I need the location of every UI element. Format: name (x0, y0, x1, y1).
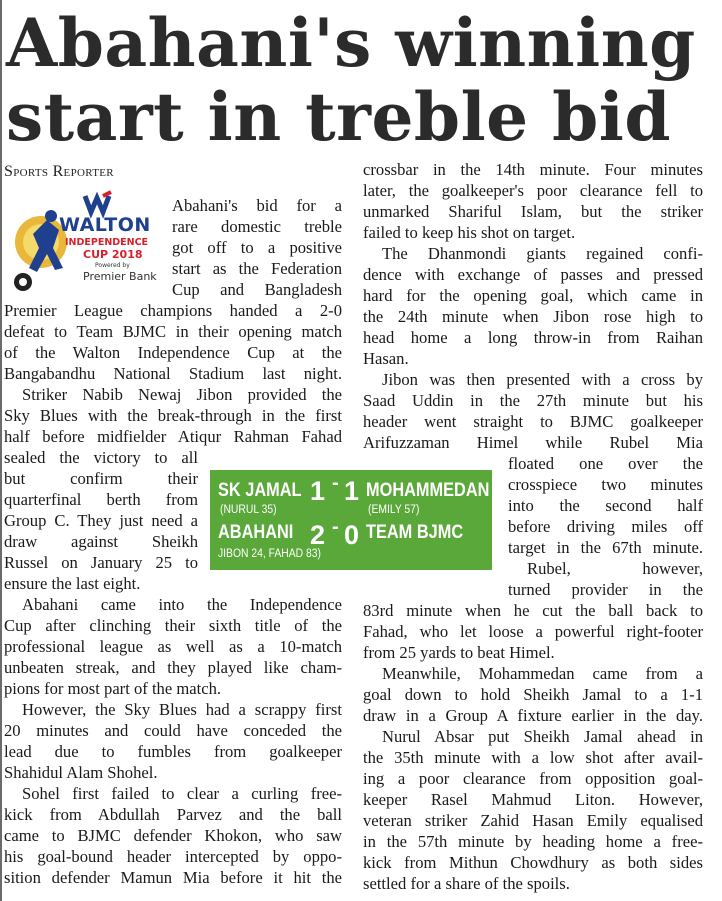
text-line: hard for the opening goal, which came in (363, 286, 703, 305)
text-line: unmarked Shariful Islam, but the striker (363, 202, 703, 221)
text-line: start as the Federation (172, 259, 342, 278)
text-line: ing a poor clearance from opposition goal- (363, 769, 703, 788)
text-line: draw against Sheikh (4, 532, 198, 551)
text-line: his goal-bound header intercepted by oppo- (4, 847, 342, 866)
text-line: Abahani's bid for a (172, 196, 342, 215)
team-mohammedan: MOHAMMEDAN (366, 480, 490, 501)
tournament-logo (7, 190, 162, 295)
logo-line-1: INDEPENDENCE (65, 237, 149, 248)
text-line: Fahad, who let loose a powerful right-footer (363, 622, 703, 641)
score-dash-2: - (332, 516, 339, 538)
text-line: sealed the victory to all (4, 448, 198, 467)
text-line: crossbar in the 14th minute. Four minutes (363, 160, 703, 179)
text-line: turned provider in the (508, 580, 703, 599)
scorer-sk-jamal: (NURUL 35) (220, 504, 277, 516)
text-line: floated one over the (508, 454, 703, 473)
text-line: Jibon was then presented with a cross by (382, 370, 703, 389)
text-line: sition defender Mamun Mia before it hit the (4, 868, 342, 887)
text-line: the 35th minute with a low shot after avail- (363, 748, 703, 767)
text-line: rare domestic treble (172, 217, 342, 236)
text-line: Sohel first failed to clear a curling free- (22, 784, 342, 803)
text-line: Striker Nabib Newaj Jibon provided the (22, 385, 342, 404)
score-away-2: 0 (344, 520, 360, 550)
text-line: goal down to hold Sheikh Jamal to a 1-1 (363, 685, 703, 704)
left-border (0, 0, 2, 901)
text-line: target in the 67th minute. (508, 538, 703, 557)
text-line: Cup after clinching their sixth title of the (4, 616, 342, 635)
text-line: The Dhanmondi giants regained confi- (382, 244, 703, 263)
text-line: Arifuzzaman Himel while Rubel Mia (363, 433, 703, 452)
text-line: kick from Mithun Chowdhury as both sides (363, 853, 703, 872)
scorer-mohammedan: (EMILY 57) (368, 504, 420, 516)
text-line: Meanwhile, Mohammedan came from a (382, 664, 703, 683)
logo-sponsor: Premier Bank (83, 270, 157, 283)
team-bjmc: TEAM BJMC (366, 522, 464, 543)
score-home-1: 1 (310, 476, 326, 506)
text-line: defeat to Team BJMC in their opening match (4, 322, 342, 341)
text-line: unbeaten streak, and they played like cham- (4, 658, 342, 677)
text-line: Shahidul Alam Shohel. (4, 763, 158, 782)
text-line: got off to a positive (172, 238, 342, 257)
team-sk-jamal: SK JAMAL (218, 480, 302, 501)
text-line: before driving miles off (508, 517, 703, 536)
text-line: draw in a Group A fixture earlier in the day. (363, 706, 703, 725)
text-line: professional league as well as a 10-match (4, 637, 342, 656)
text-line: but confirm their (4, 469, 198, 488)
text-line: Premier League champions handed a 2-0 (4, 301, 342, 320)
logo-brand: WALTON (59, 214, 151, 236)
scorer-abahani: JIBON 24, FAHAD 83) (218, 548, 321, 560)
text-line: Nurul Absar put Sheikh Jamal ahead in (382, 727, 703, 746)
text-line: quarterfinal berth from (4, 490, 198, 509)
text-line: Group C. They just need a (4, 511, 198, 530)
text-line: pions for most part of the match. (4, 679, 222, 698)
text-line: head home a long throw-in from Raihan (363, 328, 703, 347)
text-line: crosspiece two minutes (508, 475, 703, 494)
text-line: came to BJMC defender Khokon, who saw (4, 826, 342, 845)
text-line: ensure the last eight. (4, 574, 141, 593)
text-line: settled for a share of the spoils. (363, 874, 570, 893)
score-home-2: 2 (310, 520, 326, 550)
text-line: veteran striker Zahid Hasan Emily equalised (363, 811, 703, 830)
text-line: failed to keep his shot on target. (363, 223, 576, 242)
text-line: Russel on January 25 to (4, 553, 198, 572)
text-line: Cup and Bangladesh (172, 280, 342, 299)
team-abahani: ABAHANI (218, 522, 294, 543)
text-line: later, the goalkeeper's poor clearance fell to (363, 181, 703, 200)
text-line: keeper Rasel Mahmud Liton. However, (363, 790, 703, 809)
text-line: half before midfielder Atiqur Rahman Fahad (4, 427, 342, 446)
text-line: kick from Abdullah Parvez and the ball (4, 805, 342, 824)
text-line: header went straight to BJMC goalkeeper (363, 412, 703, 431)
text-line: Rubel, however, (527, 559, 703, 578)
logo-line-2: CUP 2018 (83, 248, 143, 261)
logo-powered: Powered by (95, 262, 130, 269)
byline: Sports Reporter (4, 163, 114, 180)
text-line: from 25 yards to beat Himel. (363, 643, 555, 662)
text-line: into the second half (508, 496, 703, 515)
text-line: However, the Sky Blues had a scrappy first (22, 700, 342, 719)
text-line: 83rd minute when he cut the ball back to (363, 601, 703, 620)
scorebox (210, 470, 492, 570)
text-line: Saad Uddin in the 27th minute but his (363, 391, 703, 410)
text-line: the 24th minute when Jibon rose high to (363, 307, 703, 326)
headline-line-1: Abahani's winning (6, 4, 696, 82)
text-line: of the Walton Independence Cup at the (4, 343, 342, 362)
headline-line-2: start in treble bid (6, 78, 671, 156)
text-line: Hasan. (363, 349, 409, 368)
score-away-1: 1 (344, 476, 360, 506)
score-dash-1: - (332, 472, 339, 494)
text-line: Abahani came into the Independence (22, 595, 342, 614)
text-line: in the 57th minute by heading home a free- (363, 832, 703, 851)
text-line: dence with exchange of passes and pressed (363, 265, 703, 284)
text-line: lead due to fumbles from goalkeeper (4, 742, 342, 761)
text-line: Sky Blues with the break-through in the first (4, 406, 342, 425)
text-line: 20 minutes and could have conceded the (4, 721, 342, 740)
text-line: Bangabandhu National Stadium last night. (4, 364, 342, 383)
